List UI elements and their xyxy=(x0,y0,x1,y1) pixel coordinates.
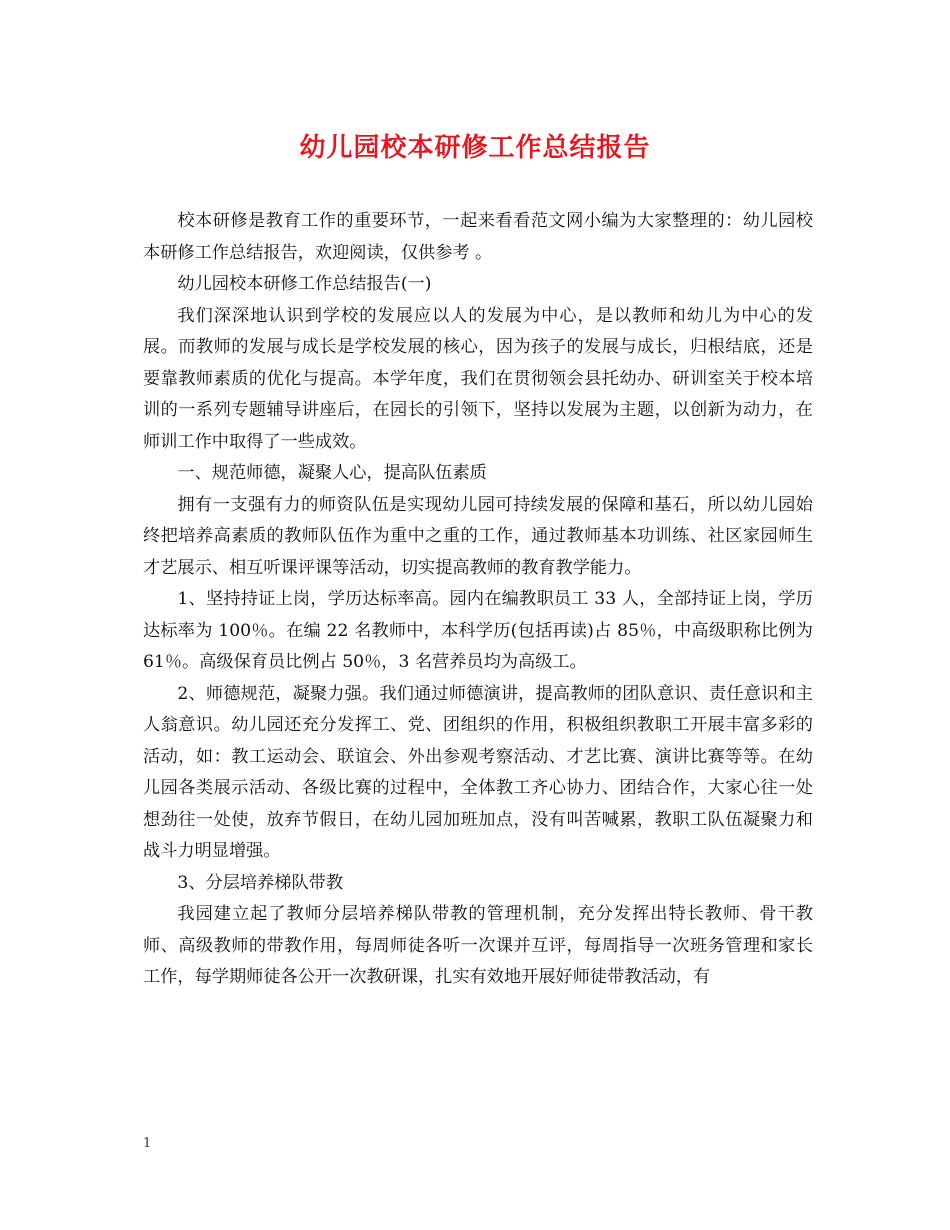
body-paragraph: 我园建立起了教师分层培养梯队带教的管理机制，充分发挥出特长教师、骨干教师、高级教师的带教作用，每周师徒各听一次课并互评，每周指导一次班务管理和家长工作，每学期师徒各公开一次教研课，扎实有效地开展好师徒带教活动，有 xyxy=(143,904,813,987)
body-paragraph: 拥有一支强有力的师资队伍是实现幼儿园可持续发展的保障和基石，所以幼儿园始终把培养高素质的教师队伍作为重中之重的工作，通过教师基本功训练、社区家园师生才艺展示、相互听课评课等活动，切实提高教师的教育教学能力。 xyxy=(143,494,813,578)
section-heading: 幼儿园校本研修工作总结报告(一) xyxy=(177,274,432,294)
section-heading: 3、分层培养梯队带教 xyxy=(177,872,344,893)
page-number: 1 xyxy=(143,1136,152,1151)
body-paragraph: 1、坚持持证上岗，学历达标率高。园内在编教职员工 33 人，全部持证上岗，学历达标率为 100％。在编 22 名教师中，本科学历(包括再读)占 85％，中高级职称比例为 61％。高级保育员比例占 50％，3 名营养员均为高级工。 xyxy=(143,589,813,672)
section-heading: 一、规范师德，凝聚人心，提高队伍素质 xyxy=(177,463,487,483)
intro-paragraph: 校本研修是教育工作的重要环节，一起来看看范文网小编为大家整理的：幼儿园校本研修工作总结报告，欢迎阅读，仅供参考 。 xyxy=(143,211,813,263)
document-body xyxy=(143,206,813,994)
body-paragraph: 我们深深地认识到学校的发展应以人的发展为中心，是以教师和幼儿为中心的发展。而教师的发展与成长是学校发展的核心，因为孩子的发展与成长，归根结底，还是要靠教师素质的优化与提高。本学年度，我们在贯彻领会县托幼办、研训室关于校本培训的一系列专题辅导讲座后，在园长的引领下，坚持以发展为主题，以创新为动力，在师训工作中取得了一些成效。 xyxy=(143,305,813,452)
body-paragraph: 2、师德规范，凝聚力强。我们通过师德演讲，提高教师的团队意识、责任意识和主人翁意识。幼儿园还充分发挥工、党、团组织的作用，积极组织教职工开展丰富多彩的活动，如：教工运动会、联谊会、外出参观考察活动、才艺比赛、演讲比赛等等。在幼儿园各类展示活动、各级比赛的过程中，全体教工齐心协力、团结合作，大家心往一处想劲往一处使，放弃节假日，在幼儿园加班加点，没有叫苦喊累，教职工队伍凝聚力和战斗力明显增强。 xyxy=(143,683,813,861)
document-title: 幼儿园校本研修工作总结报告 xyxy=(299,133,651,163)
